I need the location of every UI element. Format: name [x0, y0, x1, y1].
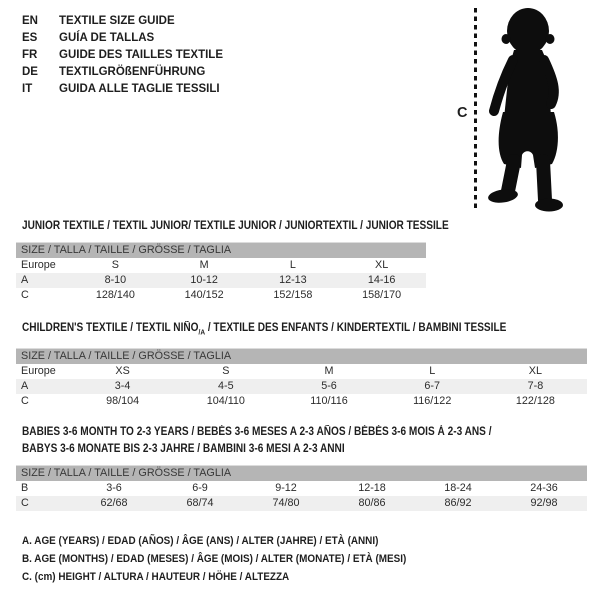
footnote: A. AGE (YEARS) / EDAD (AÑOS) / ÂGE (ANS) / ALTER (JAHRE) / ETÀ (ANNI) — [22, 535, 379, 547]
language-row — [22, 81, 223, 98]
row-cell: 128/140 — [95, 289, 135, 301]
row-cell: 86/92 — [444, 497, 472, 509]
legend-footnotes — [22, 532, 464, 586]
junior-title-block — [22, 217, 587, 234]
row-label: B — [21, 482, 29, 494]
row-cell: 4-5 — [218, 380, 234, 393]
table-title-text: JUNIOR TEXTILE / TEXTIL JUNIOR/ TEXTILE JUNIOR / JUNIORTEXTIL / JUNIOR TESSILE — [22, 219, 449, 232]
toddler-silhouette-icon — [483, 6, 578, 212]
row-cell: 152/158 — [273, 289, 313, 301]
children-title-block — [22, 319, 587, 340]
language-label: GUIDE DES TAILLES TEXTILE — [59, 49, 223, 61]
row-cell: 62/68 — [100, 497, 128, 509]
table-row-a — [16, 379, 587, 394]
row-cell: 7-8 — [527, 380, 544, 393]
language-label: TEXTILE SIZE GUIDE — [59, 15, 175, 27]
language-code: ES — [22, 32, 38, 44]
footnote: B. AGE (MONTHS) / EDAD (MESES) / ÂGE (MOIS) / ALTER (MONATE) / ETÀ (MESI) — [22, 553, 407, 565]
row-label: A — [21, 380, 29, 393]
row-cell: S — [111, 259, 119, 271]
row-cell: 6-7 — [424, 380, 441, 393]
table-row-c — [16, 394, 587, 409]
row-cell: 18-24 — [444, 482, 472, 494]
row-label: C — [21, 395, 29, 408]
children-size-section — [16, 319, 587, 409]
row-cell: 6-9 — [192, 482, 208, 494]
row-cell: XS — [115, 365, 130, 378]
language-code: IT — [22, 83, 33, 95]
row-cell: L — [289, 259, 296, 271]
row-cell: XL — [375, 259, 389, 271]
row-label: C — [21, 497, 29, 509]
row-cell: 12-13 — [279, 274, 307, 286]
height-figure — [450, 4, 585, 216]
size-header-bar: SIZE / TALLA / TAILLE / GRÖSSE / TAGLIA — [16, 466, 587, 481]
row-cell: L — [429, 365, 436, 378]
row-cell: M — [324, 365, 334, 378]
language-label: TEXTILGRÖßENFÜHRUNG — [59, 66, 206, 78]
table-row-europe — [16, 258, 426, 273]
table-title — [22, 440, 514, 457]
footnote: C. (cm) HEIGHT / ALTURA / HAUTEUR / HÖHE / ALTEZZA — [22, 571, 290, 583]
row-label: Europe — [21, 365, 56, 378]
row-cell: 92/98 — [530, 497, 558, 509]
row-cell: 68/74 — [186, 497, 214, 509]
babies-size-table — [16, 465, 587, 511]
table-title — [22, 319, 514, 340]
table-row-c — [16, 288, 426, 303]
children-size-table — [16, 348, 587, 409]
row-cell: 116/122 — [413, 395, 452, 408]
size-header-bar: SIZE / TALLA / TAILLE / GRÖSSE / TAGLIA — [16, 349, 587, 364]
language-row — [22, 64, 223, 81]
language-row — [22, 47, 223, 64]
row-cell: 104/110 — [206, 395, 245, 408]
language-label: GUIDA ALLE TAGLIE TESSILI — [59, 83, 220, 95]
row-cell: XL — [528, 365, 543, 378]
junior-size-section — [16, 217, 587, 303]
row-cell: 14-16 — [367, 274, 396, 286]
row-cell: 80/86 — [358, 497, 386, 509]
row-label: C — [21, 289, 29, 301]
row-cell: 140/152 — [184, 289, 224, 301]
language-code: DE — [22, 66, 38, 78]
table-title-text: BABIES 3-6 MONTH TO 2-3 YEARS / BEBÉS 3-6 MESES A 2-3 AÑOS / BÉBÉS 3-6 MOIS À 2-3 ANS / — [22, 425, 492, 438]
language-code: FR — [22, 49, 38, 61]
row-cell: 9-12 — [275, 482, 297, 494]
language-label: GUÍA DE TALLAS — [59, 32, 155, 44]
table-row-c — [16, 496, 587, 511]
table-title — [22, 423, 514, 440]
babies-title-block — [22, 423, 587, 457]
language-code: EN — [22, 15, 38, 27]
row-cell: 24-36 — [530, 482, 558, 494]
table-title-text: CHILDREN'S TEXTILE / TEXTIL NIÑO — [22, 321, 199, 334]
height-measure-label: C — [457, 105, 468, 121]
language-header — [22, 13, 223, 98]
size-header-bar: SIZE / TALLA / TAILLE / GRÖSSE / TAGLIA — [16, 243, 426, 258]
row-cell: 10-12 — [190, 274, 218, 286]
row-cell: 12-18 — [358, 482, 386, 494]
row-cell: M — [199, 259, 209, 271]
table-title-text: BABYS 3-6 MONATE BIS 2-3 JAHRE / BAMBINI 3-6 MESI A 2-3 ANNI — [22, 442, 345, 455]
babies-size-section — [16, 423, 587, 511]
row-cell: 110/116 — [310, 395, 348, 408]
table-title — [22, 217, 514, 234]
row-cell: 74/80 — [272, 497, 300, 509]
table-row-b — [16, 481, 587, 496]
table-title-subscript: /A — [198, 327, 206, 337]
row-label: A — [21, 274, 29, 286]
row-cell: 5-6 — [321, 380, 337, 393]
row-cell: 158/170 — [362, 289, 402, 301]
row-cell: 98/104 — [106, 395, 140, 408]
row-cell: 3-6 — [106, 482, 122, 494]
row-cell: 8-10 — [104, 274, 127, 286]
junior-size-table — [16, 242, 426, 303]
row-cell: 3-4 — [114, 380, 131, 393]
table-row-a — [16, 273, 426, 288]
table-row-europe — [16, 364, 587, 379]
row-cell: 122/128 — [515, 395, 555, 408]
height-measure-line — [474, 8, 477, 210]
table-title-text: / TEXTILE DES ENFANTS / KINDERTEXTIL / BAMBINI TESSILE — [205, 321, 507, 334]
row-label: Europe — [21, 259, 56, 271]
language-row — [22, 30, 223, 47]
language-row — [22, 13, 223, 30]
row-cell: S — [222, 365, 230, 378]
